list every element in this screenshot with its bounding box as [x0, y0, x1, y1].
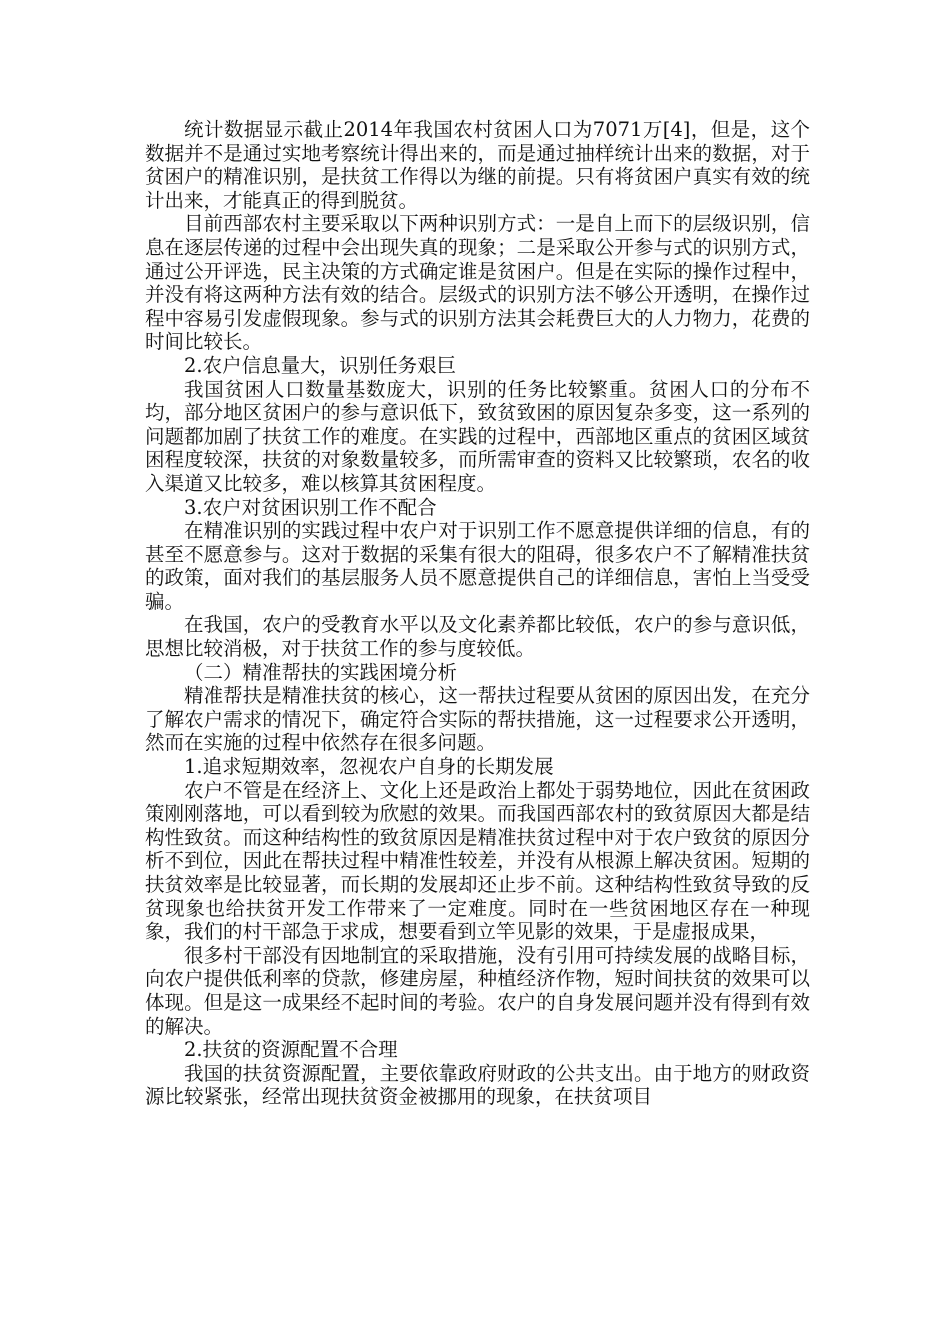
paragraph-structural-poverty: 农户不管是在经济上、文化上还是政治上都处于弱势地位，因此在贫困政策刚刚落地，可以看到较为欣慰的效果。而我国西部农村的致贫原因大都是结构性致贫。而这种结构性的致贫原因是精准扶贫过程中对于农户致贫的原因分析不到位，因此在帮扶过程中精准性较差，并没有从根源上解决贫困。短期的扶贫效率是比较显著，而长期的发展却还止步不前。这种结构性致贫导致的反贫现象也给扶贫开发工作带来了一定难度。同时在一些贫困地区存在一种现象，我们的村干部急于求成，想要看到立竿见影的效果，于是虚报成果， — [145, 778, 810, 944]
paragraph-statistics: 统计数据显示截止2014年我国农村贫困人口为7071万[4]，但是，这个数据并不是通过实地考察统计得出来的，而是通过抽样统计出来的数据，对于贫困户的精准识别，是扶贫工作得以为继的前提。只有将贫困户真实有效的统计出来，才能真正的得到脱贫。 — [145, 118, 810, 212]
heading-short-term-efficiency: 1.追求短期效率，忽视农户自身的长期发展 — [184, 755, 554, 779]
document-page — [145, 118, 810, 1109]
paragraph-assistance-core: 精准帮扶是精准扶贫的核心，这一帮扶过程要从贫困的原因出发，在充分了解农户需求的情况下，确定符合实际的帮扶措施，这一过程要求公开透明，然而在实施的过程中依然存在很多问题。 — [145, 684, 810, 755]
heading-resource-allocation: 2.扶贫的资源配置不合理 — [184, 1038, 398, 1062]
paragraph-population-base: 我国贫困人口数量基数庞大，识别的任务比较繁重。贫困人口的分布不均，部分地区贫困户的参与意识低下，致贫致困的原因复杂多变，这一系列的问题都加剧了扶贫工作的难度。在实践的过程中，西部地区重点的贫困区域贫困程度较深，扶贫的对象数量较多，而所需审查的资料又比较繁琐，农名的收入渠道又比较多，难以核算其贫困程度。 — [145, 377, 810, 495]
heading-non-cooperation: 3.农户对贫困识别工作不配合 — [184, 495, 437, 519]
heading-info-volume: 2.农户信息量大，识别任务艰巨 — [184, 353, 457, 377]
paragraph-village-cadres: 很多村干部没有因地制宜的采取措施，没有引用可持续发展的战略目标，向农户提供低利率的贷款，修建房屋，种植经济作物，短时间扶贫的效果可以体现。但是这一成果经不起时间的考验。农户的自身发展问题并没有得到有效的解决。 — [145, 943, 810, 1038]
heading-precise-assistance: （二）精准帮扶的实践困境分析 — [184, 660, 458, 684]
paragraph-public-expenditure: 我国的扶贫资源配置，主要依靠政府财政的公共支出。由于地方的财政资源比较紧张，经常出现扶贫资金被挪用的现象，在扶贫项目 — [145, 1061, 810, 1109]
paragraph-identification-methods: 目前西部农村主要采取以下两种识别方式：一是自上而下的层级识别，信息在逐层传递的过程中会出现失真的现象；二是采取公开参与式的识别方式，通过公开评选，民主决策的方式确定谁是贫困户。但是在实际的操作过程中，并没有将这两种方法有效的结合。层级式的识别方法不够公开透明，在操作过程中容易引发虚假现象。参与式的识别方法其会耗费巨大的人力物力，花费的时间比较长。 — [145, 212, 810, 354]
paragraph-unwilling-info: 在精准识别的实践过程中农户对于识别工作不愿意提供详细的信息，有的甚至不愿意参与。这对于数据的采集有很大的阻碍，很多农户不了解精准扶贫的政策，面对我们的基层服务人员不愿意提供自己的详细信息，害怕上当受受骗。 — [145, 519, 810, 613]
paragraph-education-level: 在我国，农户的受教育水平以及文化素养都比较低，农户的参与意识低，思想比较消极，对于扶贫工作的参与度较低。 — [145, 613, 810, 661]
